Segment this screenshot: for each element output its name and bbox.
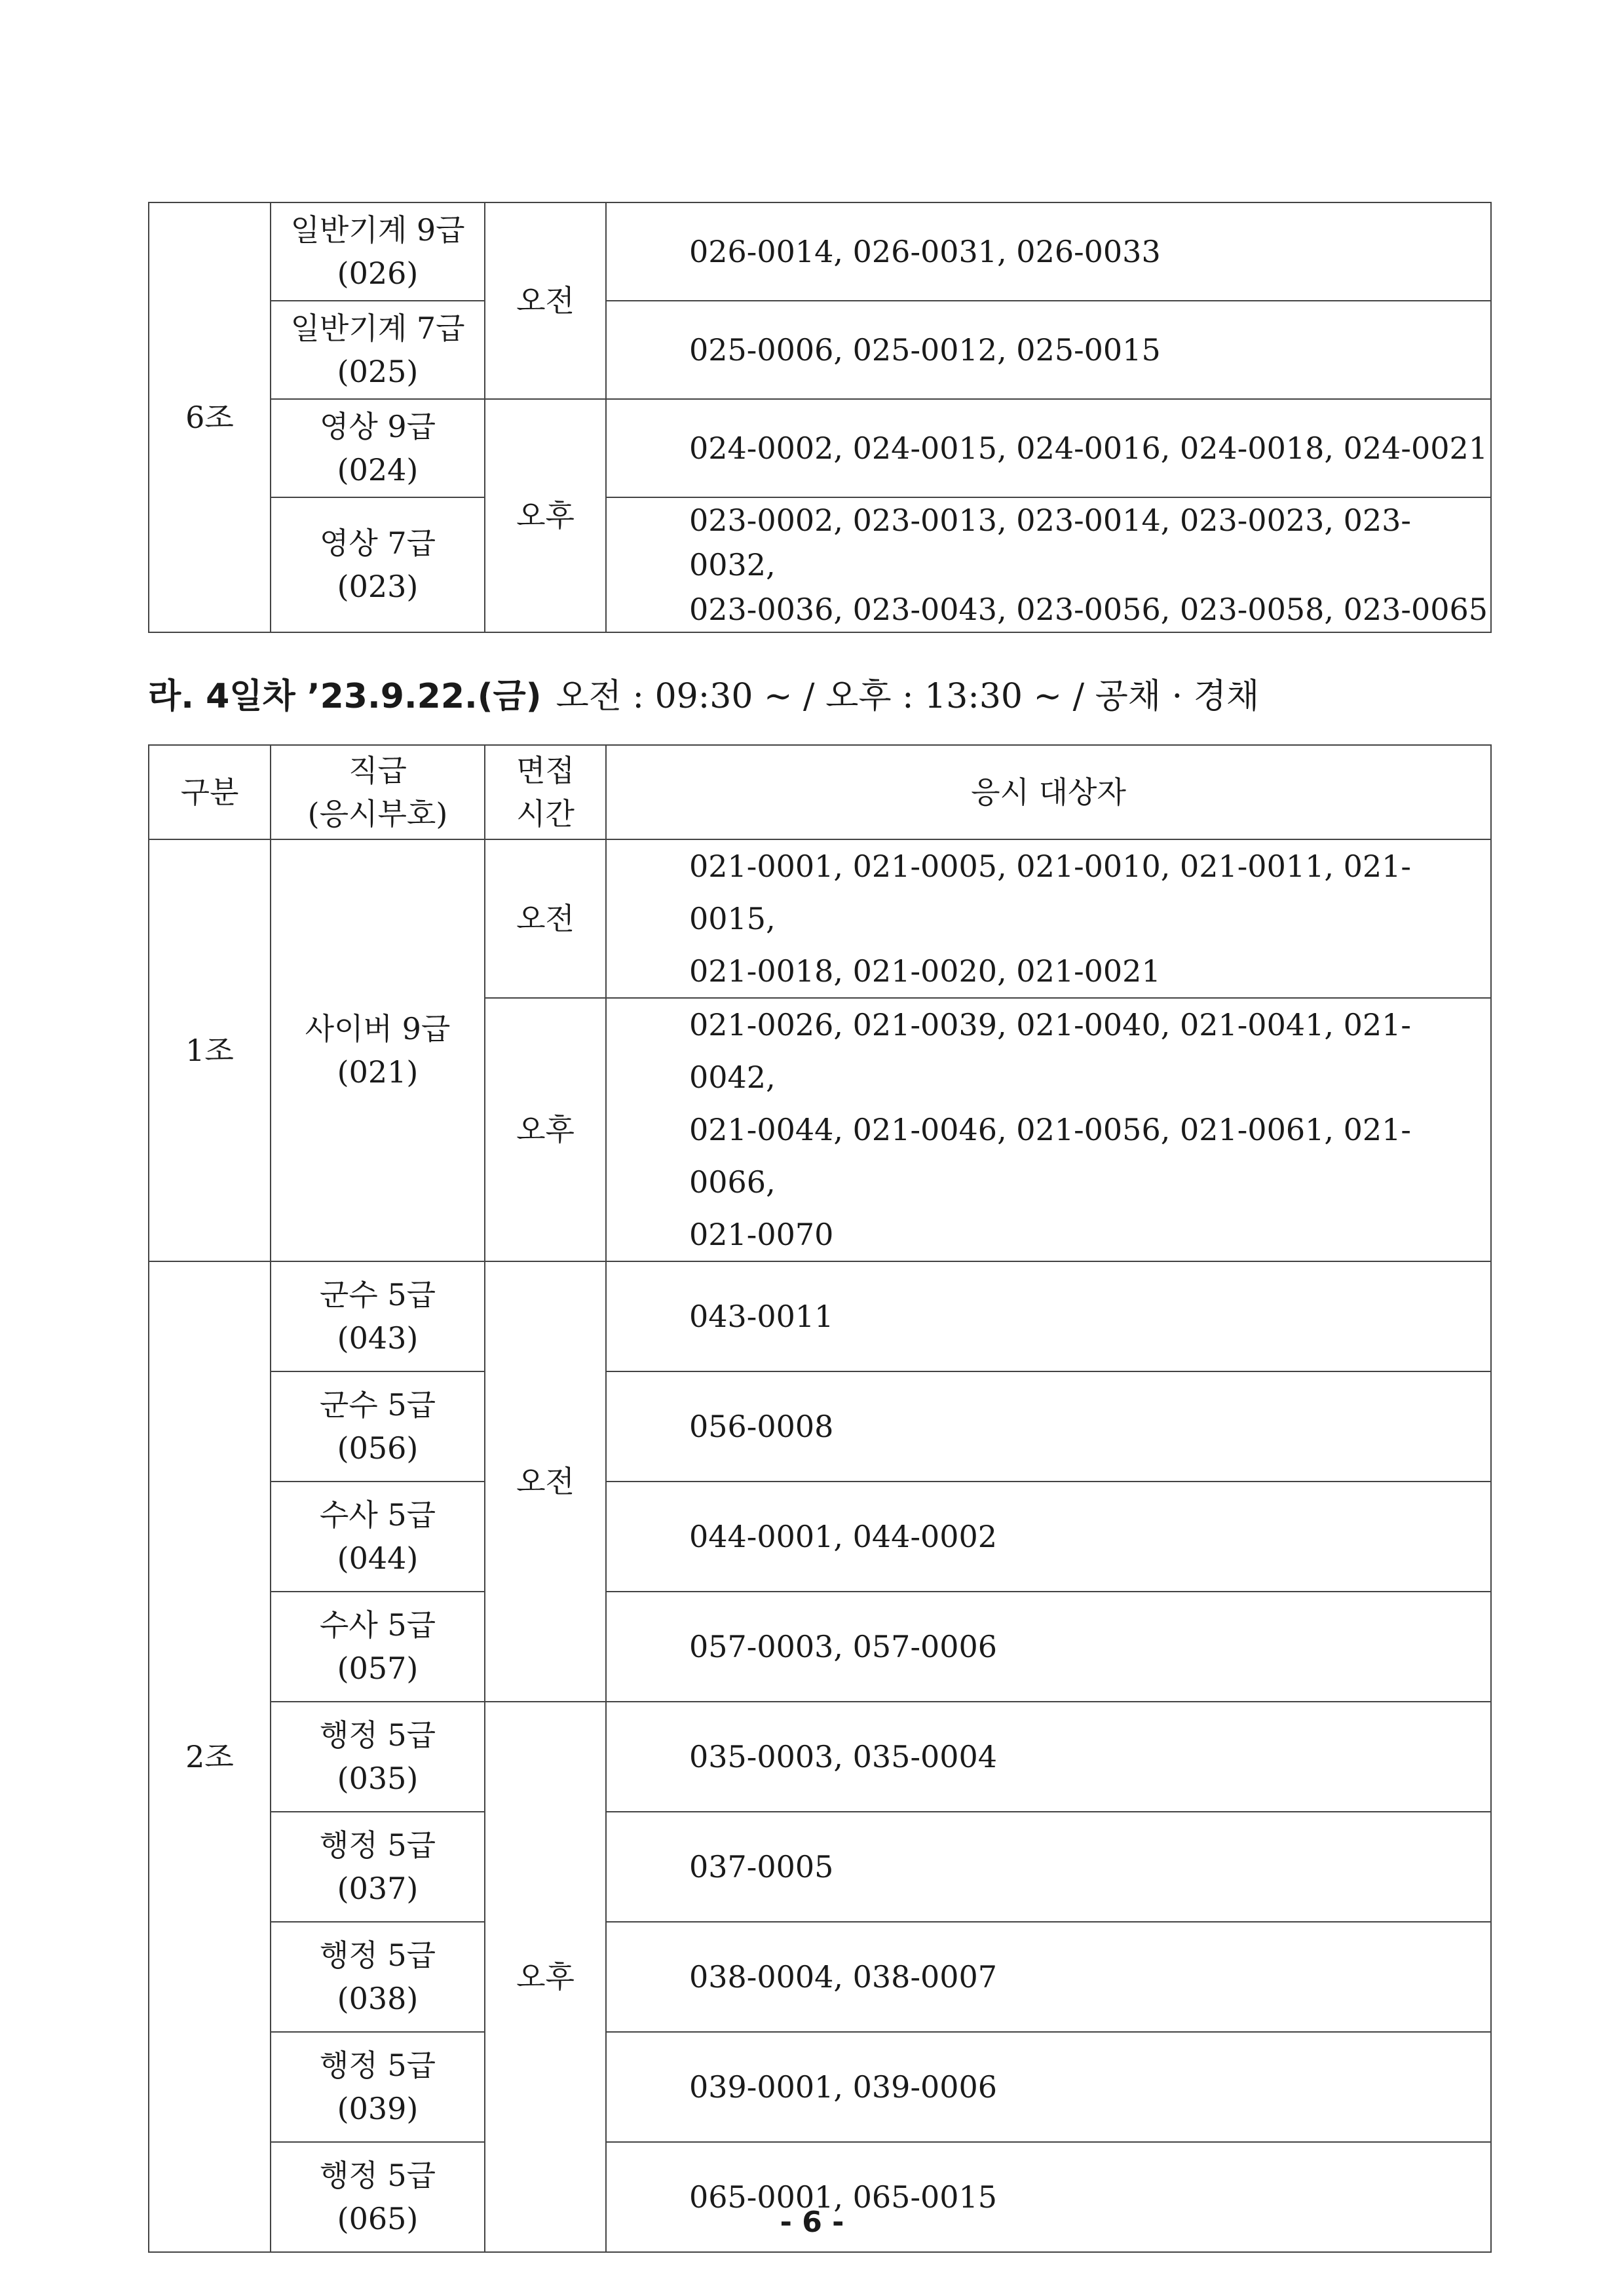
- table-row: [149, 1371, 1491, 1482]
- table-row: [149, 839, 1491, 998]
- table-row: [149, 2032, 1491, 2142]
- section-detail: 오전 : 09:30 ~ / 오후 : 13:30 ~ / 공채 · 경채: [556, 677, 1260, 716]
- grade-cell: 행정 5급 (038): [271, 1922, 485, 2032]
- header-grade: 직급 (응시부호): [271, 745, 485, 839]
- candidates-cell: 037-0005: [606, 1812, 1491, 1922]
- grade-cell: 사이버 9급 (021): [271, 839, 485, 1261]
- time-cell: 오후: [485, 998, 606, 1261]
- header-candidates: 응시 대상자: [606, 745, 1491, 839]
- schedule-table-day3-continued: [148, 202, 1492, 633]
- table-row: [149, 497, 1491, 632]
- candidates-cell: 025-0006, 025-0012, 025-0015: [606, 301, 1491, 399]
- group-cell: 6조: [149, 202, 271, 632]
- table-row: [149, 301, 1491, 399]
- candidates-cell: 065-0001, 065-0015: [606, 2142, 1491, 2252]
- grade-cell: 군수 5급 (056): [271, 1371, 485, 1482]
- candidates-cell: 044-0001, 044-0002: [606, 1482, 1491, 1592]
- grade-cell: 행정 5급 (065): [271, 2142, 485, 2252]
- candidates-cell: 023-0002, 023-0013, 023-0014, 023-0023, 023-0032, 023-0036, 023-0043, 023-0056, 023-0058, 023-0065: [606, 497, 1491, 632]
- header-time: 면접 시간: [485, 745, 606, 839]
- schedule-table-day4: [148, 744, 1492, 2253]
- candidates-cell: 024-0002, 024-0015, 024-0016, 024-0018, 024-0021: [606, 399, 1491, 497]
- table-row: [149, 202, 1491, 301]
- grade-cell: 군수 5급 (043): [271, 1261, 485, 1371]
- grade-cell: 행정 5급 (037): [271, 1812, 485, 1922]
- section-title: 라. 4일차 ’23.9.22.(금): [148, 677, 542, 716]
- header-group: 구분: [149, 745, 271, 839]
- grade-cell: 행정 5급 (035): [271, 1702, 485, 1812]
- candidates-cell: 026-0014, 026-0031, 026-0033: [606, 202, 1491, 301]
- grade-cell: 영상 7급 (023): [271, 497, 485, 632]
- table-row: [149, 1482, 1491, 1592]
- grade-cell: 수사 5급 (044): [271, 1482, 485, 1592]
- grade-cell: 일반기계 7급 (025): [271, 301, 485, 399]
- time-cell: 오후: [485, 399, 606, 632]
- candidates-cell: 038-0004, 038-0007: [606, 1922, 1491, 2032]
- table-row: [149, 1702, 1491, 1812]
- candidates-cell: 021-0026, 021-0039, 021-0040, 021-0041, 021-0042, 021-0044, 021-0046, 021-0056, 021-0061, 021-0066, 021-0070: [606, 998, 1491, 1261]
- group-cell: 1조: [149, 839, 271, 1261]
- candidates-cell: 039-0001, 039-0006: [606, 2032, 1491, 2142]
- table-row: [149, 1812, 1491, 1922]
- page-number: - 6 -: [780, 2206, 844, 2239]
- table-header-row: [149, 745, 1491, 839]
- time-cell: 오전: [485, 839, 606, 998]
- candidates-cell: 057-0003, 057-0006: [606, 1592, 1491, 1702]
- group-cell: 2조: [149, 1261, 271, 2252]
- candidates-cell: 021-0001, 021-0005, 021-0010, 021-0011, 021-0015, 021-0018, 021-0020, 021-0021: [606, 839, 1491, 998]
- grade-cell: 영상 9급 (024): [271, 399, 485, 497]
- table-row: [149, 1922, 1491, 2032]
- table-row: [149, 1592, 1491, 1702]
- candidates-cell: 056-0008: [606, 1371, 1491, 1482]
- time-cell: 오전: [485, 202, 606, 399]
- table-row: [149, 1261, 1491, 1371]
- table-row: [149, 399, 1491, 497]
- grade-cell: 수사 5급 (057): [271, 1592, 485, 1702]
- time-cell: 오전: [485, 1261, 606, 1702]
- candidates-cell: 035-0003, 035-0004: [606, 1702, 1491, 1812]
- candidates-cell: 043-0011: [606, 1261, 1491, 1371]
- grade-cell: 일반기계 9급 (026): [271, 202, 485, 301]
- section-heading: [148, 668, 1259, 718]
- time-cell: 오후: [485, 1702, 606, 2252]
- grade-cell: 행정 5급 (039): [271, 2032, 485, 2142]
